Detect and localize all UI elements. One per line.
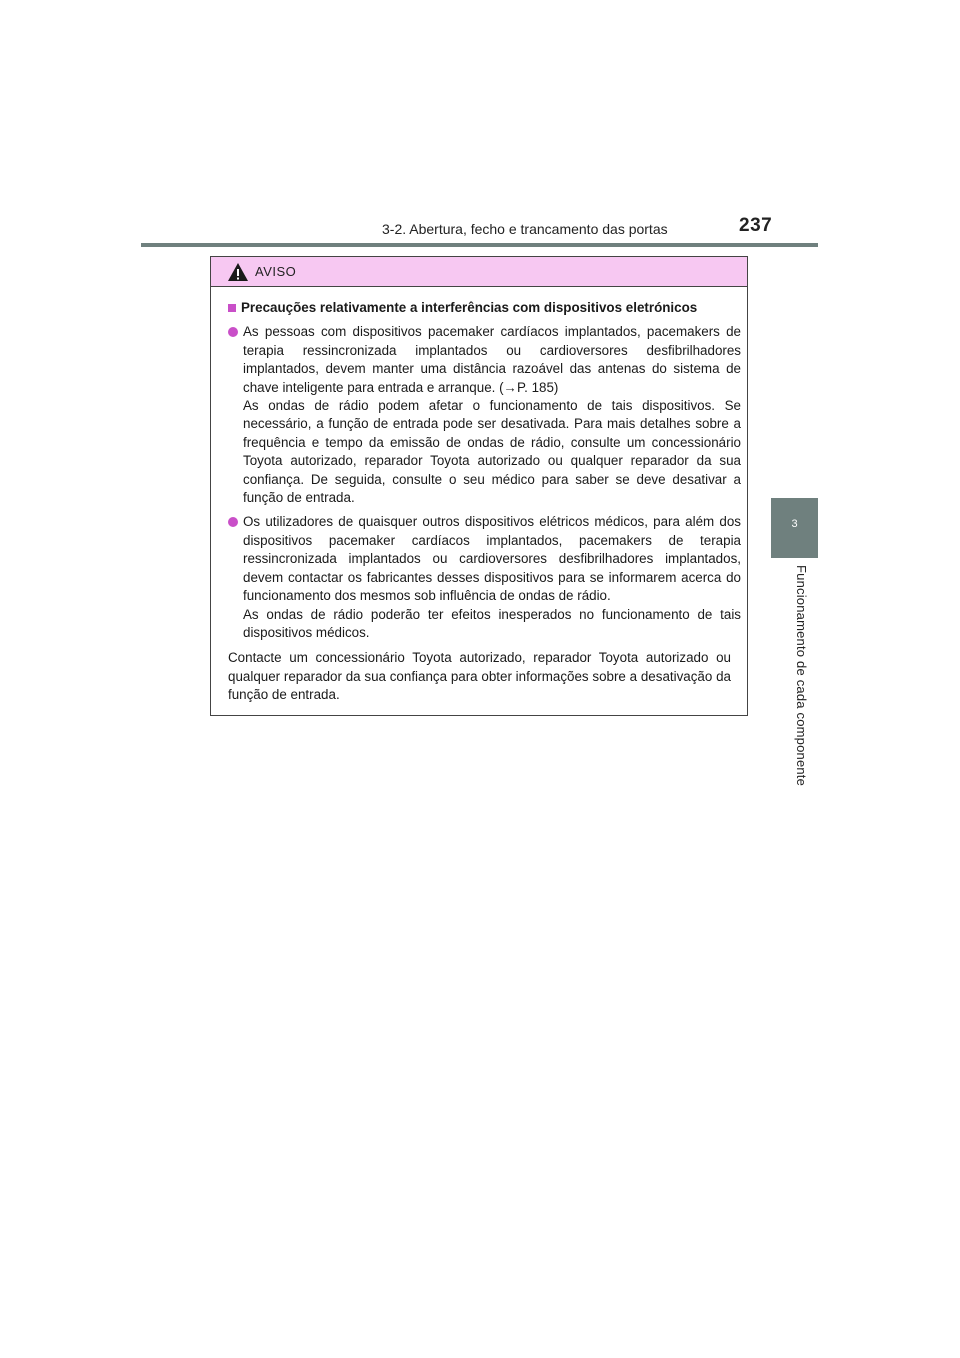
list-item — [228, 323, 741, 507]
chapter-number: 3 — [791, 518, 798, 530]
section-title-text: Precauções relativamente a interferências com dispositivos eletrónicos — [241, 300, 698, 315]
square-bullet-icon — [228, 304, 236, 312]
paragraph: As pessoas com dispositivos pacemaker cardíacos implantados, pacemakers de terapia ressincronizada implantados ou cardioversores desfibrilhadores implantados, devem manter uma distância razoável das antenas do sistema de chave inteligente para entrada e arranque. (→P. 185) — [243, 324, 741, 395]
warning-triangle-icon — [227, 262, 249, 282]
chapter-label: Funcionamento de cada componente — [794, 565, 809, 787]
closing-paragraph: Contacte um concessionário Toyota autorizado, reparador Toyota autorizado ou qualquer reparador da sua confiança para obter informações sobre a desativação da função de entrada. — [228, 650, 731, 703]
paragraph: As ondas de rádio poderão ter efeitos inesperados no funcionamento de tais dispositivos médicos. — [243, 606, 741, 640]
warning-title: AVISO — [255, 264, 297, 279]
page-number: 237 — [739, 215, 773, 236]
warning-body — [211, 287, 747, 705]
header-rule — [141, 243, 818, 247]
round-bullet-icon — [228, 327, 238, 337]
warning-box — [210, 256, 748, 716]
round-bullet-icon — [228, 517, 238, 527]
list-item-text — [243, 513, 741, 642]
section-title — [228, 299, 741, 317]
list-item — [228, 513, 741, 642]
paragraph: As ondas de rádio podem afetar o funcionamento de tais dispositivos. Se necessário, a função de entrada pode ser desativada. Para mais detalhes sobre a frequência e tempo da emissão de ondas de rádio, consulte um concessionário Toyota autorizado, reparador Toyota autorizado ou qualquer reparador da sua confiança. De seguida, consulte o seu médico para saber se deve desativar a função de entrada. — [243, 398, 741, 506]
paragraph: Os utilizadores de quaisquer outros dispositivos elétricos médicos, para além dos dispositivos pacemaker cardíacos implantados, pacemakers de terapia ressincronizada implantados ou cardioversores desfibrilhadores implantados, devem contactar os fabricantes desses dispositivos para se informarem acerca do funcionamento dos mesmos sob influência de ondas de rádio. — [243, 514, 741, 604]
list-item-text — [243, 323, 741, 507]
warning-header — [211, 257, 747, 287]
section-heading: 3-2. Abertura, fecho e trancamento das portas — [382, 221, 668, 237]
